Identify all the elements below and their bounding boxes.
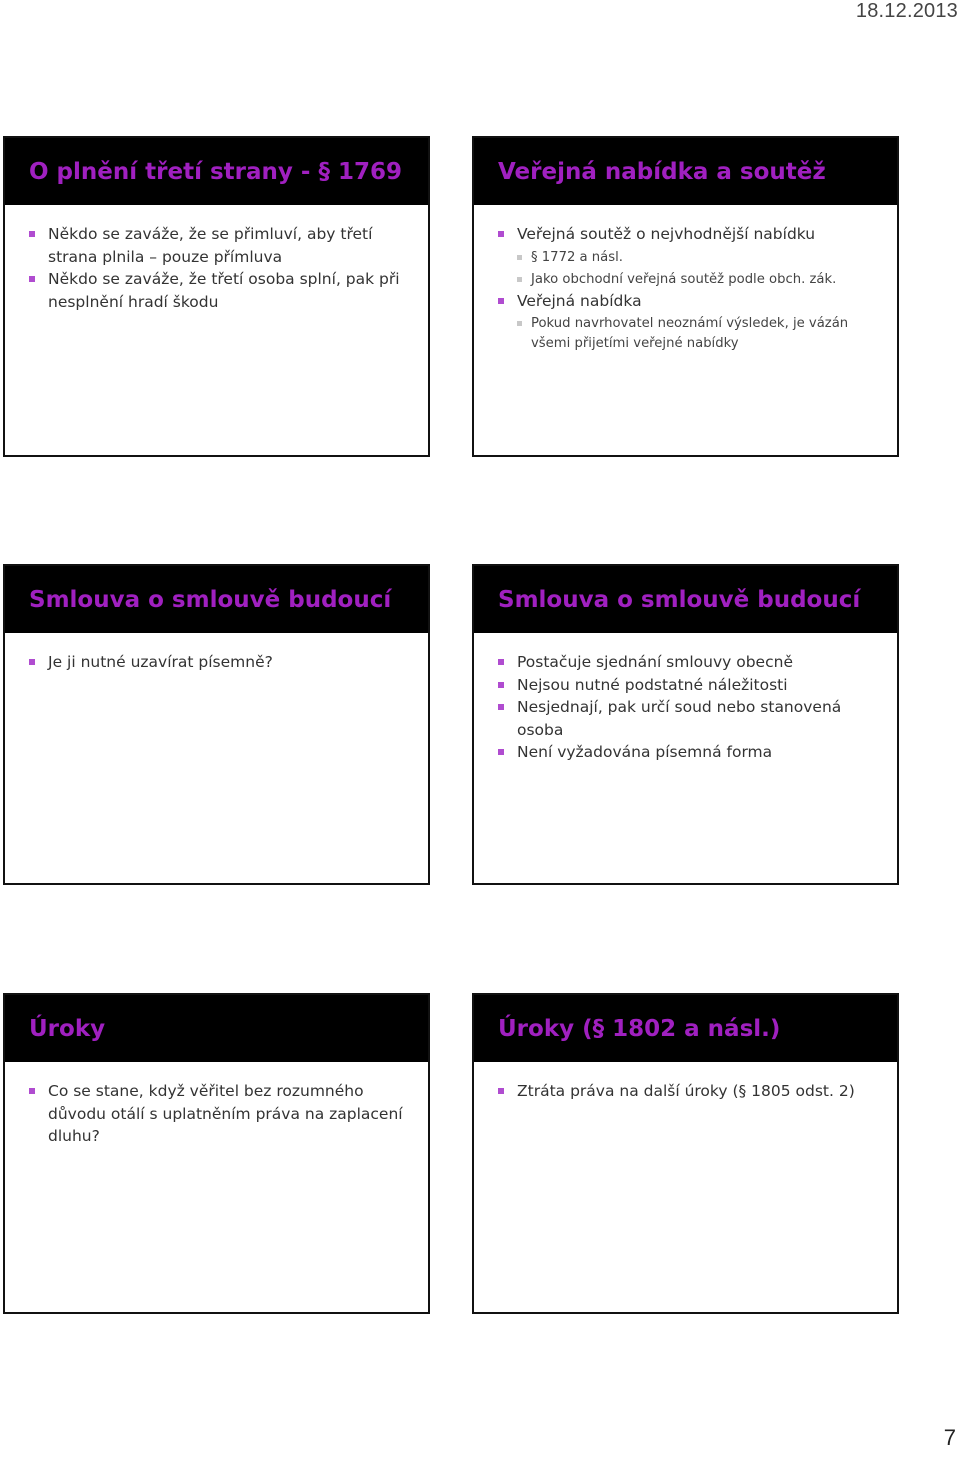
sub-bullet-text: Pokud navrhovatel neoznámí výsledek, je vázán všemi přijetími veřejné nabídky xyxy=(531,316,849,351)
slide-4 xyxy=(472,564,899,885)
bullet-text: Co se stane, když věřitel bez rozumného důvodu otálí s uplatněním práva na zaplacení dluhu? xyxy=(48,1082,403,1145)
slide-title: Veřejná nabídka a soutěž xyxy=(474,138,897,205)
bullet-icon xyxy=(29,659,35,665)
bullet-text: Nesjednají, pak určí soud nebo stanovená osoba xyxy=(517,698,842,739)
sub-bullet-text: Jako obchodní veřejná soutěž podle obch. zák. xyxy=(531,271,837,287)
date-header: 18.12.2013 xyxy=(855,0,958,22)
bullet-icon xyxy=(498,659,504,665)
sub-bullet-item xyxy=(496,270,879,290)
bullet-text: Někdo se zaváže, že třetí osoba splní, pak při nesplnění hradí škodu xyxy=(48,270,400,311)
sub-bullet-item xyxy=(496,248,879,268)
bullet-icon xyxy=(29,1088,35,1094)
bullet-text: Někdo se zaváže, že se přimluví, aby třetí strana plnila – pouze přímluva xyxy=(48,225,373,266)
bullet-item xyxy=(496,223,879,246)
sub-bullet-icon xyxy=(517,255,522,260)
bullet-icon xyxy=(498,704,504,710)
bullet-text: Veřejná soutěž o nejvhodnější nabídku xyxy=(517,225,816,243)
bullet-text: Je ji nutné uzavírat písemně? xyxy=(48,653,273,671)
slide-2 xyxy=(472,136,899,457)
bullet-item xyxy=(27,1080,410,1148)
bullet-text: Ztráta práva na další úroky (§ 1805 odst. 2) xyxy=(517,1082,855,1100)
bullet-item xyxy=(496,290,879,313)
bullet-text: Postačuje sjednání smlouvy obecně xyxy=(517,653,793,671)
bullet-icon xyxy=(498,749,504,755)
bullet-item xyxy=(496,1080,879,1103)
bullet-item xyxy=(27,223,410,268)
bullet-icon xyxy=(498,682,504,688)
bullet-item xyxy=(496,651,879,674)
slide-6 xyxy=(472,993,899,1314)
slide-title: Smlouva o smlouvě budoucí xyxy=(474,566,897,633)
bullet-item xyxy=(496,674,879,697)
sub-bullet-icon xyxy=(517,321,522,326)
sub-bullet-text: § 1772 a násl. xyxy=(531,249,623,265)
bullet-item xyxy=(496,696,879,741)
slide-title: Úroky (§ 1802 a násl.) xyxy=(474,995,897,1062)
bullet-icon xyxy=(29,231,35,237)
page-number: 7 xyxy=(943,1425,956,1450)
bullet-icon xyxy=(498,231,504,237)
bullet-icon xyxy=(498,1088,504,1094)
bullet-icon xyxy=(29,276,35,282)
slide-title: Úroky xyxy=(5,995,428,1062)
bullet-item xyxy=(27,651,410,674)
slide-title: Smlouva o smlouvě budoucí xyxy=(5,566,428,633)
slide-title: O plnění třetí strany - § 1769 xyxy=(5,138,428,205)
bullet-icon xyxy=(498,298,504,304)
slide-3 xyxy=(3,564,430,885)
sub-bullet-icon xyxy=(517,277,522,282)
bullet-text: Není vyžadována písemná forma xyxy=(517,743,773,761)
slide-1 xyxy=(3,136,430,457)
bullet-item xyxy=(27,268,410,313)
bullet-text: Veřejná nabídka xyxy=(517,291,642,310)
bullet-item xyxy=(496,741,879,764)
bullet-text: Nejsou nutné podstatné náležitosti xyxy=(517,675,788,694)
slide-5 xyxy=(3,993,430,1314)
sub-bullet-item xyxy=(496,314,879,354)
